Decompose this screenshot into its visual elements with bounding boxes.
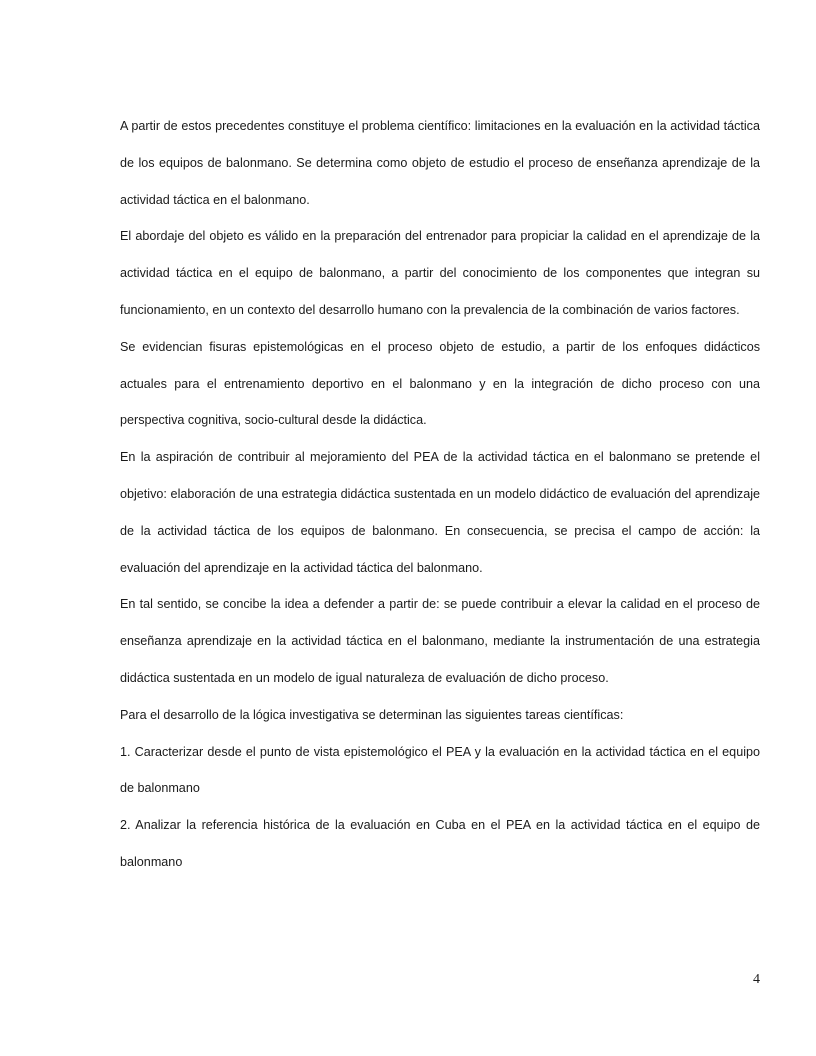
paragraph-epistemological: Se evidencian fisuras epistemológicas en el proceso objeto de estudio, a partir de los enfoques didácticos actuales para el entrenamiento deportivo en el balonmano y en la integración de dicho proceso con una perspectiva cognitiva, socio-cultural desde la didáctica.	[120, 339, 760, 428]
body-text	[120, 108, 760, 881]
paragraph-idea: En tal sentido, se concibe la idea a defender a partir de: se puede contribuir a elevar la calidad en el proceso de enseñanza aprendizaje en la actividad táctica en el balonmano, mediante la instrumentación de una estrategia didáctica sustentada en un modelo de igual naturaleza de evaluación de dicho proceso.	[120, 597, 760, 685]
list-item-task-2: 2. Analizar la referencia histórica de la evaluación en Cuba en el PEA en la actividad táctica en el equipo de balonmano	[120, 818, 760, 869]
paragraph-objective: En la aspiración de contribuir al mejoramiento del PEA de la actividad táctica en el balonmano se pretende el objetivo: elaboración de una estrategia didáctica sustentada en un modelo didáctico de evaluación del aprendizaje de la actividad táctica de los equipos de balonmano. En consecuencia, se precisa el campo de acción: la evaluación del aprendizaje en la actividad táctica del balonmano.	[120, 450, 760, 575]
paragraph-object-approach: El abordaje del objeto es válido en la preparación del entrenador para propiciar la calidad en el aprendizaje de la actividad táctica en el equipo de balonmano, a partir del conocimiento de los componentes que integran su funcionamiento, en un contexto del desarrollo humano con la prevalencia de la combinación de varios factores.	[120, 229, 760, 317]
page-number: 4	[753, 972, 760, 987]
paragraph-tasks-intro: Para el desarrollo de la lógica investigativa se determinan las siguientes tareas científicas:	[120, 707, 624, 722]
list-item-task-1: 1. Caracterizar desde el punto de vista epistemológico el PEA y la evaluación en la actividad táctica en el equipo de balonmano	[120, 744, 760, 796]
paragraph-problem: A partir de estos precedentes constituye el problema científico: limitaciones en la evaluación en la actividad táctica de los equipos de balonmano. Se determina como objeto de estudio el proceso de enseñanza aprendizaje de la actividad táctica en el balonmano.	[120, 119, 760, 207]
